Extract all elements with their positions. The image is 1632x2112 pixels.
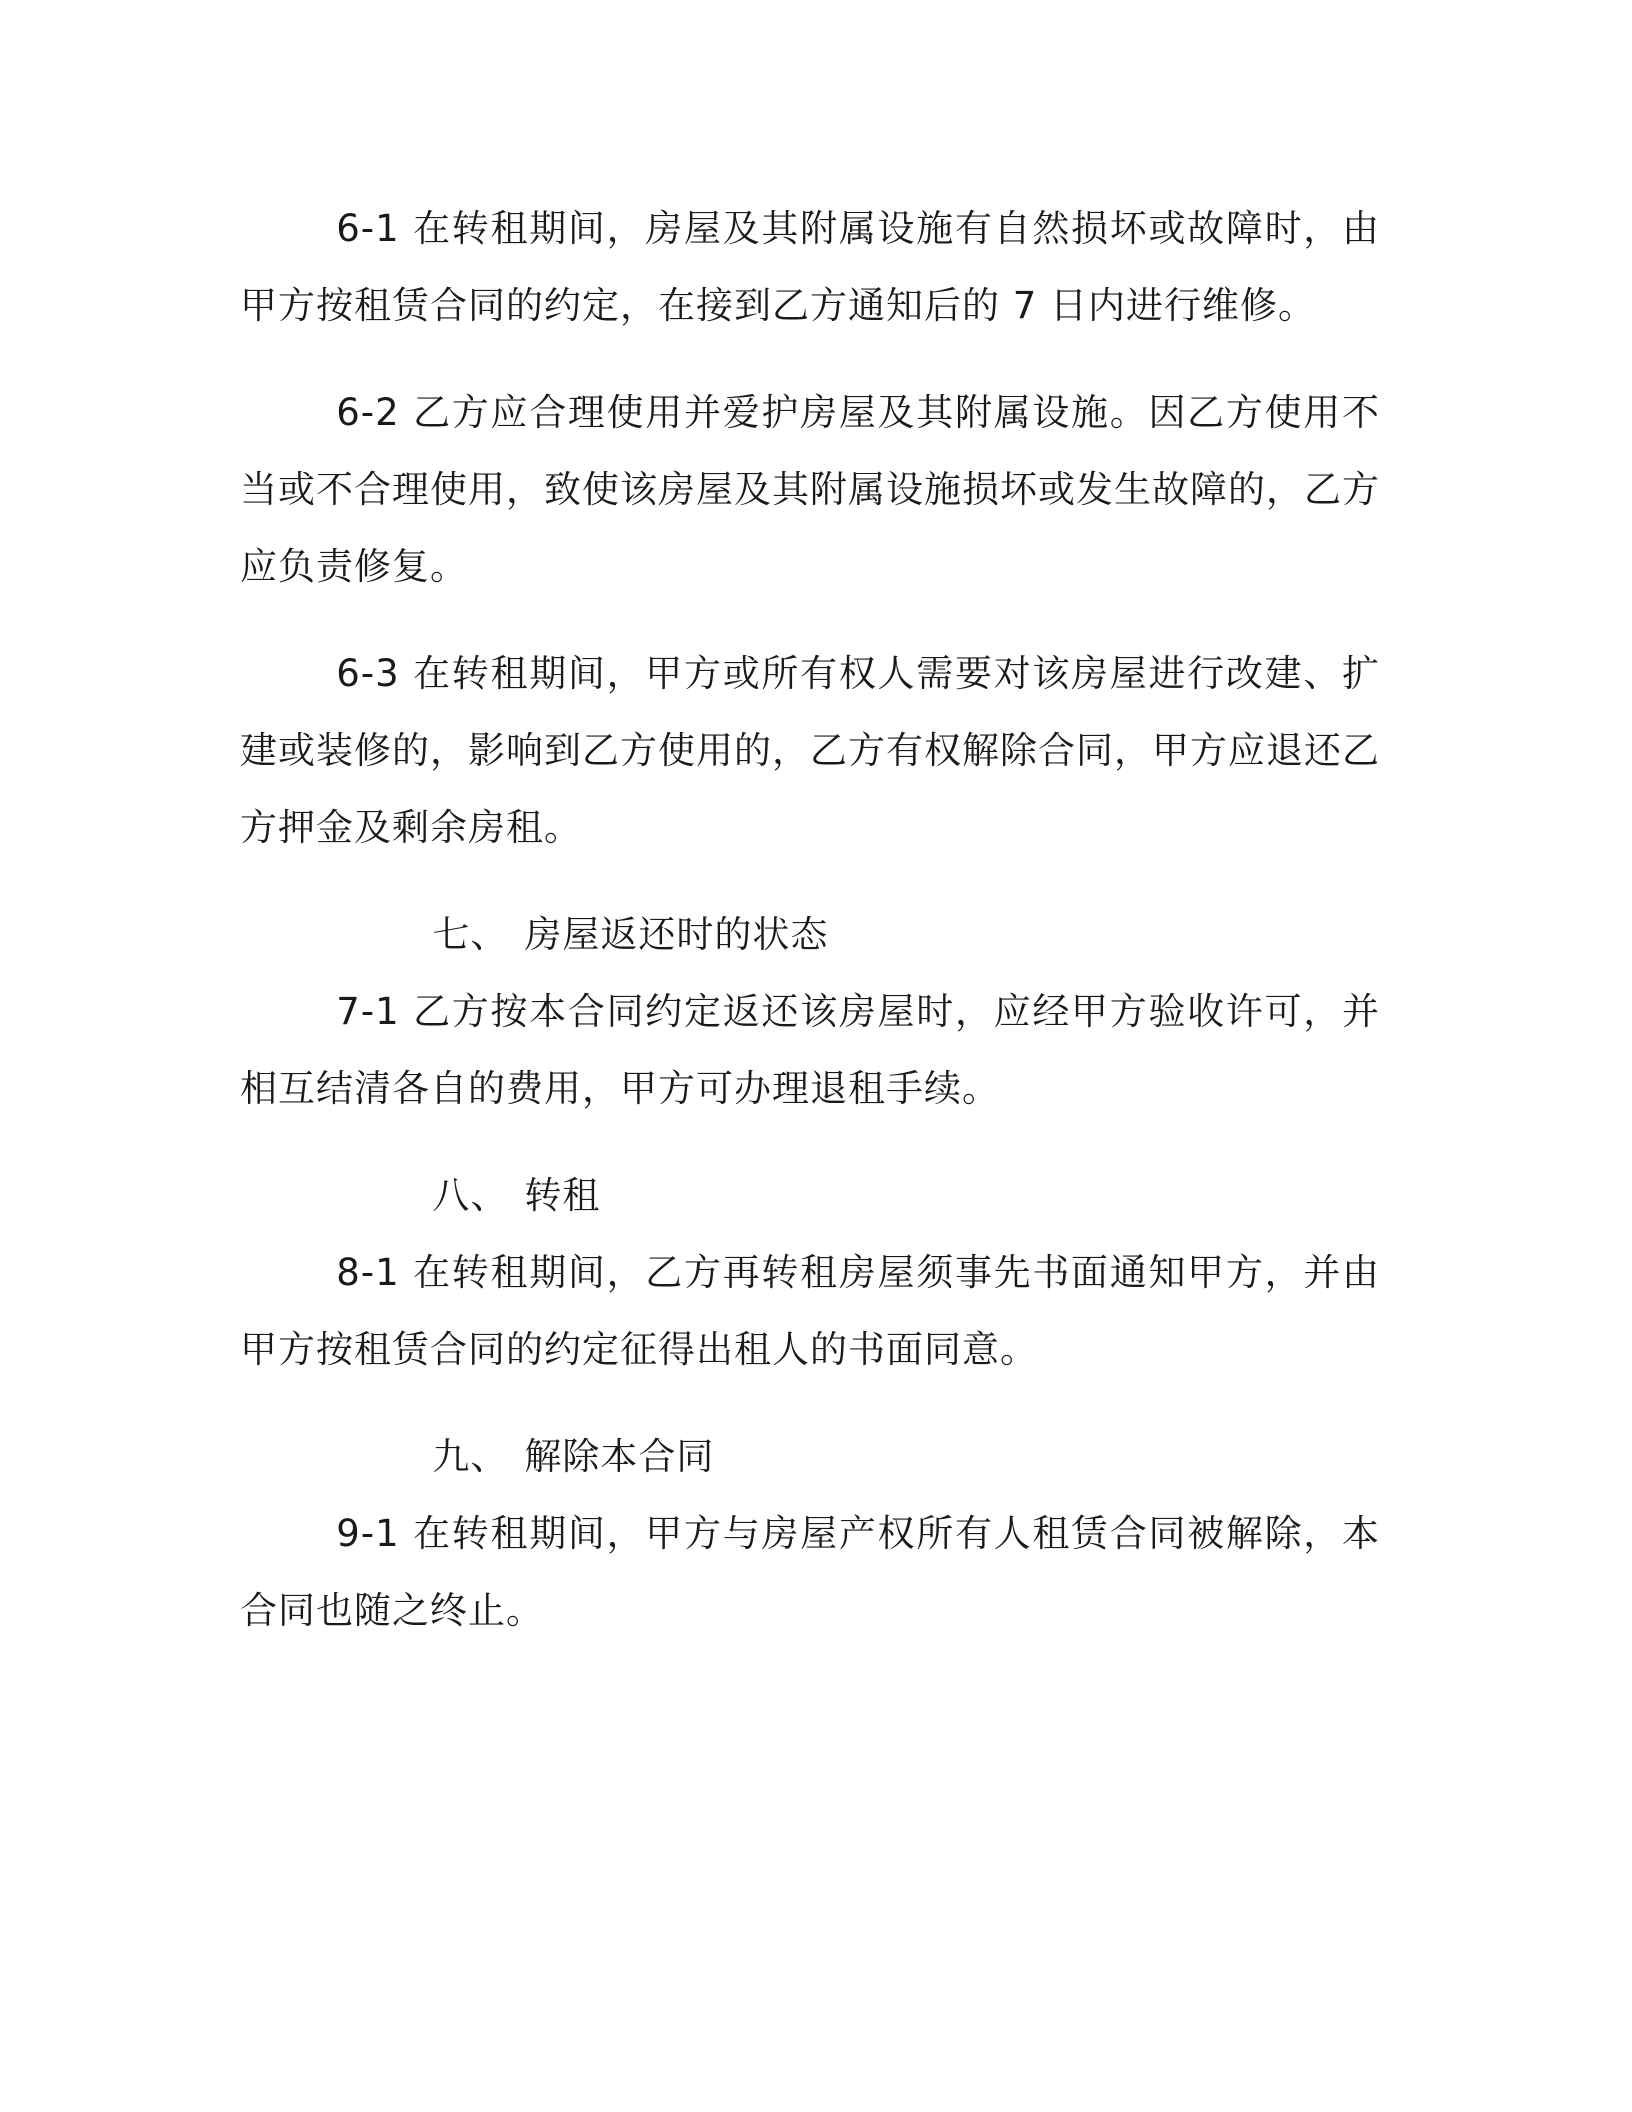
clause-6-3: 6-3 在转租期间，甲方或所有权人需要对该房屋进行改建、扩建或装修的，影响到乙方使用的，乙方有权解除合同，甲方应退还乙方押金及剩余房租。 [240,652,1380,849]
document-body [240,190,1380,1649]
section-number-9: 九、 [432,1435,509,1478]
section-number-8: 八、 [432,1174,509,1217]
clause-6-2: 6-2 乙方应合理使用并爱护房屋及其附属设施。因乙方使用不当或不合理使用，致使该房屋及其附属设施损坏或发生故障的，乙方应负责修复。 [240,391,1380,588]
section-title-7: 房屋返还时的状态 [524,913,829,956]
clause-9-1: 9-1 在转租期间，甲方与房屋产权所有人租赁合同被解除，本合同也随之终止。 [240,1512,1380,1632]
clause-7-1: 7-1 乙方按本合同约定返还该房屋时，应经甲方验收许可，并相互结清各自的费用，甲方可办理退租手续。 [240,990,1380,1110]
section-title-9: 解除本合同 [524,1435,715,1478]
section-number-7: 七、 [432,913,509,956]
clause-6-1: 6-1 在转租期间，房屋及其附属设施有自然损坏或故障时，由甲方按租赁合同的约定，在接到乙方通知后的 7 日内进行维修。 [240,207,1380,327]
section-heading-7 [240,896,1380,973]
section-title-8: 转租 [524,1174,601,1217]
section-heading-8 [240,1157,1380,1234]
section-heading-9 [240,1418,1380,1495]
clause-8-1: 8-1 在转租期间，乙方再转租房屋须事先书面通知甲方，并由甲方按租赁合同的约定征得出租人的书面同意。 [240,1251,1380,1371]
